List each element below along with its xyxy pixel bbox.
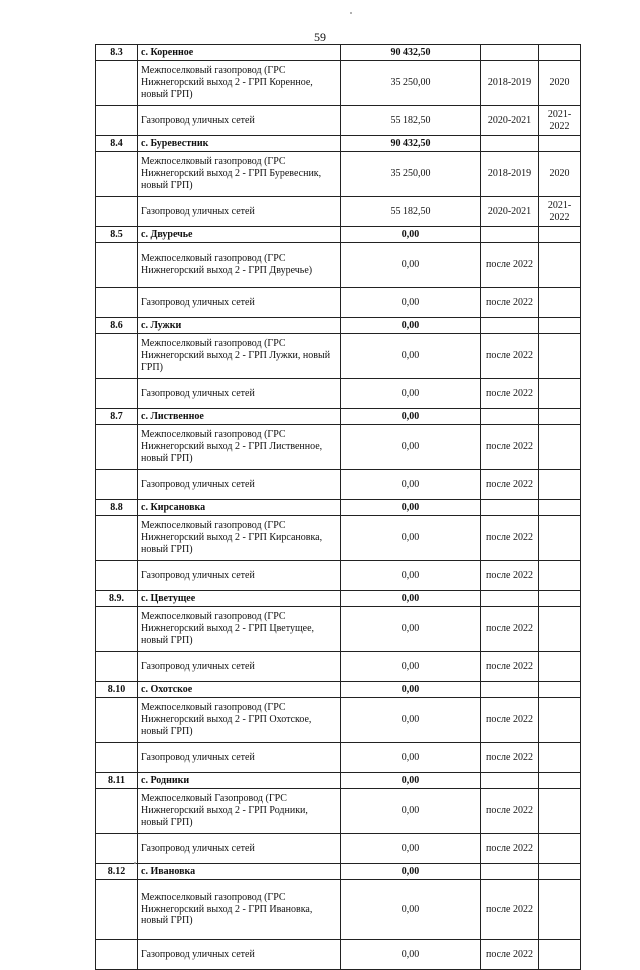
item-amount: 35 250,00	[341, 61, 481, 106]
item-number	[96, 880, 138, 940]
year-cell	[539, 864, 581, 880]
year-cell	[539, 334, 581, 379]
item-amount: 0,00	[341, 334, 481, 379]
period-cell	[481, 45, 539, 61]
section-header-row	[96, 409, 581, 425]
item-amount: 0,00	[341, 425, 481, 470]
year-cell	[539, 773, 581, 789]
year-cell	[539, 61, 581, 106]
item-row	[96, 698, 581, 743]
year-cell	[539, 698, 581, 743]
section-total: 0,00	[341, 773, 481, 789]
item-number	[96, 561, 138, 591]
item-number	[96, 197, 138, 227]
period-cell	[481, 940, 539, 970]
item-description: Газопровод уличных сетей	[138, 288, 341, 318]
year-cell	[539, 197, 581, 227]
section-header-row	[96, 45, 581, 61]
period-cell	[481, 773, 539, 789]
item-amount: 0,00	[341, 470, 481, 500]
period-value: после 2022	[486, 259, 533, 271]
item-amount: 0,00	[341, 379, 481, 409]
period-cell	[481, 243, 539, 288]
item-description: Газопровод уличных сетей	[138, 470, 341, 500]
item-number	[96, 516, 138, 561]
period-value: 2018-2019	[487, 168, 532, 180]
period-cell	[481, 743, 539, 773]
item-row	[96, 288, 581, 318]
period-value: после 2022	[486, 623, 533, 635]
period-value: после 2022	[486, 903, 533, 915]
year-value: 2021-2022	[547, 199, 572, 223]
item-description: Газопровод уличных сетей	[138, 561, 341, 591]
year-value: 2020	[549, 77, 570, 89]
period-cell	[481, 425, 539, 470]
period-cell	[481, 591, 539, 607]
period-cell	[481, 864, 539, 880]
period-value: после 2022	[486, 387, 533, 399]
section-total: 0,00	[341, 227, 481, 243]
settlement-name: с. Буревестник	[138, 136, 341, 152]
item-number	[96, 61, 138, 106]
section-header-row	[96, 136, 581, 152]
settlement-name: с. Цветущее	[138, 591, 341, 607]
year-cell	[539, 789, 581, 834]
item-amount: 0,00	[341, 743, 481, 773]
settlement-name: с. Лужки	[138, 318, 341, 334]
period-cell	[481, 500, 539, 516]
period-cell	[481, 106, 539, 136]
item-row	[96, 743, 581, 773]
period-cell	[481, 682, 539, 698]
year-cell	[539, 470, 581, 500]
period-cell	[481, 152, 539, 197]
item-description: Межпоселковый газопровод (ГРС Нижнегорский выход 2 - ГРП Двуречье)	[138, 243, 341, 288]
period-value: после 2022	[486, 296, 533, 308]
item-row	[96, 197, 581, 227]
item-number	[96, 379, 138, 409]
period-cell	[481, 318, 539, 334]
year-cell	[539, 409, 581, 425]
item-description: Газопровод уличных сетей	[138, 379, 341, 409]
item-amount: 35 250,00	[341, 152, 481, 197]
item-description: Межпоселковый газопровод (ГРС Нижнегорский выход 2 - ГРП Буревесник, новый ГРП)	[138, 152, 341, 197]
item-number	[96, 743, 138, 773]
item-description: Межпоселковый газопровод (ГРС Нижнегорский выход 2 - ГРП Коренное, новый ГРП)	[138, 61, 341, 106]
item-amount: 55 182,50	[341, 106, 481, 136]
item-description: Межпоселковый газопровод (ГРС Нижнегорский выход 2 - ГРП Кирсановка, новый ГРП)	[138, 516, 341, 561]
item-amount: 0,00	[341, 243, 481, 288]
year-cell	[539, 45, 581, 61]
year-value: 2020	[549, 168, 570, 180]
item-amount: 0,00	[341, 607, 481, 652]
item-row	[96, 607, 581, 652]
item-description: Межпоселковый газопровод (ГРС Нижнегорский выход 2 - ГРП Цветущее, новый ГРП)	[138, 607, 341, 652]
item-amount: 0,00	[341, 288, 481, 318]
section-total: 0,00	[341, 591, 481, 607]
item-description: Газопровод уличных сетей	[138, 940, 341, 970]
period-value: после 2022	[486, 569, 533, 581]
period-value: после 2022	[486, 478, 533, 490]
period-cell	[481, 652, 539, 682]
item-amount: 0,00	[341, 834, 481, 864]
section-total: 0,00	[341, 409, 481, 425]
item-number	[96, 789, 138, 834]
item-number	[96, 470, 138, 500]
section-number: 8.11	[96, 773, 138, 789]
settlement-name: с. Лиственное	[138, 409, 341, 425]
period-value: после 2022	[486, 842, 533, 854]
section-number: 8.7	[96, 409, 138, 425]
item-number	[96, 152, 138, 197]
item-row	[96, 880, 581, 940]
section-total: 0,00	[341, 500, 481, 516]
item-amount: 0,00	[341, 940, 481, 970]
item-amount: 0,00	[341, 789, 481, 834]
item-number	[96, 243, 138, 288]
item-amount: 0,00	[341, 652, 481, 682]
item-number	[96, 834, 138, 864]
period-cell	[481, 136, 539, 152]
item-description: Газопровод уличных сетей	[138, 197, 341, 227]
period-cell	[481, 789, 539, 834]
year-cell	[539, 940, 581, 970]
item-number	[96, 334, 138, 379]
year-cell	[539, 379, 581, 409]
settlement-name: с. Двуречье	[138, 227, 341, 243]
year-cell	[539, 227, 581, 243]
item-amount: 55 182,50	[341, 197, 481, 227]
section-number: 8.8	[96, 500, 138, 516]
item-number	[96, 607, 138, 652]
item-description: Межпоселковый Газопровод (ГРС Нижнегорский выход 2 - ГРП Родники, новый ГРП)	[138, 789, 341, 834]
period-value: после 2022	[486, 948, 533, 960]
period-cell	[481, 834, 539, 864]
gas-pipeline-table	[95, 44, 581, 970]
item-number	[96, 652, 138, 682]
table-body	[96, 45, 581, 970]
year-cell	[539, 652, 581, 682]
settlement-name: с. Охотское	[138, 682, 341, 698]
item-row	[96, 834, 581, 864]
year-cell	[539, 591, 581, 607]
period-cell	[481, 288, 539, 318]
period-cell	[481, 470, 539, 500]
item-description: Межпоселковый газопровод (ГРС Нижнегорский выход 2 - ГРП Лиственное, новый ГРП)	[138, 425, 341, 470]
item-description: Газопровод уличных сетей	[138, 652, 341, 682]
section-number: 8.3	[96, 45, 138, 61]
section-number: 8.12	[96, 864, 138, 880]
item-row	[96, 61, 581, 106]
item-row	[96, 243, 581, 288]
item-description: Межпоселковый газопровод (ГРС Нижнегорский выход 2 - ГРП Ивановка, новый ГРП)	[138, 880, 341, 940]
period-value: после 2022	[486, 805, 533, 817]
period-cell	[481, 698, 539, 743]
item-row	[96, 516, 581, 561]
item-description: Газопровод уличных сетей	[138, 743, 341, 773]
year-value: 2021-2022	[547, 108, 572, 132]
period-cell	[481, 880, 539, 940]
item-row	[96, 940, 581, 970]
section-total: 90 432,50	[341, 45, 481, 61]
settlement-name: с. Ивановка	[138, 864, 341, 880]
year-cell	[539, 152, 581, 197]
period-value: после 2022	[486, 714, 533, 726]
item-row	[96, 334, 581, 379]
item-number	[96, 940, 138, 970]
period-value: 2020-2021	[487, 205, 532, 217]
period-value: после 2022	[486, 441, 533, 453]
item-row	[96, 379, 581, 409]
item-row	[96, 425, 581, 470]
period-value: после 2022	[486, 751, 533, 763]
year-cell	[539, 561, 581, 591]
period-cell	[481, 197, 539, 227]
year-cell	[539, 318, 581, 334]
year-cell	[539, 682, 581, 698]
section-header-row	[96, 227, 581, 243]
period-cell	[481, 409, 539, 425]
section-number: 8.5	[96, 227, 138, 243]
item-amount: 0,00	[341, 880, 481, 940]
settlement-name: с. Родники	[138, 773, 341, 789]
period-cell	[481, 607, 539, 652]
year-cell	[539, 834, 581, 864]
period-value: 2018-2019	[487, 77, 532, 89]
item-row	[96, 561, 581, 591]
period-cell	[481, 379, 539, 409]
year-cell	[539, 516, 581, 561]
section-number: 8.4	[96, 136, 138, 152]
section-header-row	[96, 500, 581, 516]
scan-speck	[134, 862, 136, 864]
item-row	[96, 106, 581, 136]
section-header-row	[96, 591, 581, 607]
year-cell	[539, 136, 581, 152]
year-cell	[539, 243, 581, 288]
section-total: 0,00	[341, 318, 481, 334]
period-value: после 2022	[486, 532, 533, 544]
section-number: 8.6	[96, 318, 138, 334]
page-number: 59	[314, 30, 326, 44]
item-row	[96, 789, 581, 834]
section-header-row	[96, 318, 581, 334]
period-cell	[481, 561, 539, 591]
item-number	[96, 288, 138, 318]
year-cell	[539, 425, 581, 470]
period-value: 2020-2021	[487, 114, 532, 126]
year-cell	[539, 288, 581, 318]
item-description: Газопровод уличных сетей	[138, 106, 341, 136]
period-value: после 2022	[486, 660, 533, 672]
settlement-name: с. Коренное	[138, 45, 341, 61]
settlement-name: с. Кирсановка	[138, 500, 341, 516]
scan-speck	[350, 12, 352, 14]
period-cell	[481, 227, 539, 243]
period-cell	[481, 61, 539, 106]
item-number	[96, 106, 138, 136]
section-total: 0,00	[341, 864, 481, 880]
item-amount: 0,00	[341, 561, 481, 591]
year-cell	[539, 500, 581, 516]
item-description: Межпоселковый газопровод (ГРС Нижнегорский выход 2 - ГРП Лужки, новый ГРП)	[138, 334, 341, 379]
section-header-row	[96, 864, 581, 880]
section-header-row	[96, 773, 581, 789]
section-total: 90 432,50	[341, 136, 481, 152]
section-total: 0,00	[341, 682, 481, 698]
year-cell	[539, 743, 581, 773]
period-value: после 2022	[486, 350, 533, 362]
year-cell	[539, 607, 581, 652]
item-number	[96, 425, 138, 470]
period-cell	[481, 516, 539, 561]
item-row	[96, 470, 581, 500]
item-amount: 0,00	[341, 698, 481, 743]
section-header-row	[96, 682, 581, 698]
item-row	[96, 152, 581, 197]
item-description: Межпоселковый газопровод (ГРС Нижнегорский выход 2 - ГРП Охотское, новый ГРП)	[138, 698, 341, 743]
item-description: Газопровод уличных сетей	[138, 834, 341, 864]
section-number: 8.10	[96, 682, 138, 698]
item-amount: 0,00	[341, 516, 481, 561]
item-number	[96, 698, 138, 743]
section-number: 8.9.	[96, 591, 138, 607]
year-cell	[539, 106, 581, 136]
year-cell	[539, 880, 581, 940]
period-cell	[481, 334, 539, 379]
item-row	[96, 652, 581, 682]
